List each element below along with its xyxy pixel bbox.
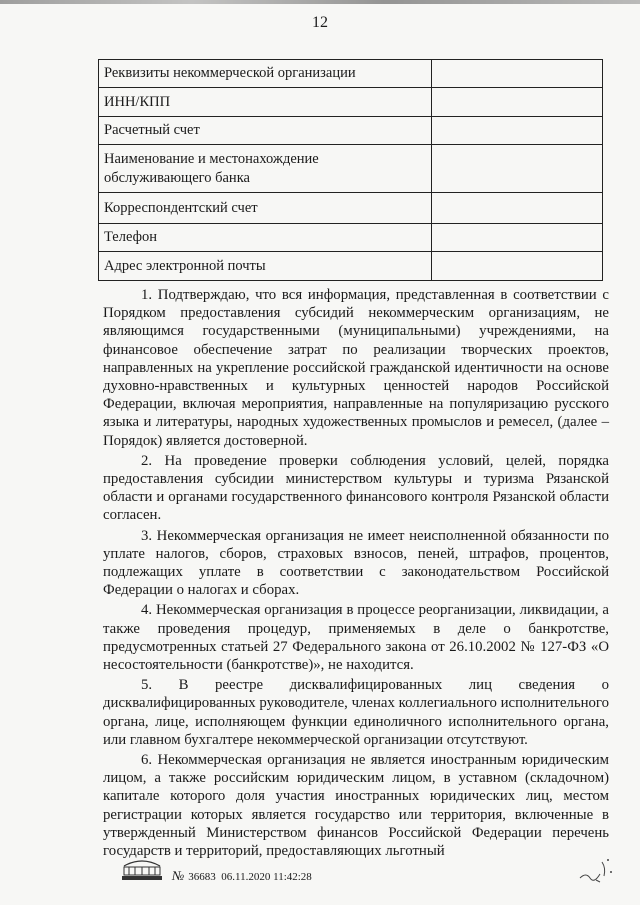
- requisites-table: [98, 59, 603, 281]
- row-value: [432, 88, 603, 117]
- document-datetime: 06.11.2020 11:42:28: [221, 871, 312, 883]
- table-row: [99, 224, 603, 252]
- row-value: [432, 193, 603, 224]
- page-number: 12: [312, 14, 328, 31]
- table-row: [99, 88, 603, 117]
- row-label: Наименование и местонахождение обслуживающего банка: [99, 145, 432, 193]
- document-body: [103, 286, 609, 862]
- row-label: Расчетный счет: [99, 117, 432, 145]
- number-sign: №: [172, 868, 185, 883]
- row-label: Телефон: [99, 224, 432, 252]
- paragraph: 3. Некоммерческая организация не имеет неисполненной обязанности по уплате налогов, сборов, страховых взносов, пеней, штрафов, процентов, подлежащих уплате в соответствии с законодательством Российской Федерации о налогах и сборах.: [103, 527, 609, 599]
- row-label: ИНН/КПП: [99, 88, 432, 117]
- row-value: [432, 252, 603, 281]
- table-row: [99, 117, 603, 145]
- document-id: 36683: [188, 871, 216, 883]
- paragraph: 2. На проведение проверки соблюдения условий, целей, порядка предоставления субсидии министерством культуры и туризма Рязанской области и органами государственного финансового контроля Рязанской области согласен.: [103, 452, 609, 524]
- table-row: [99, 193, 603, 224]
- row-label: Реквизиты некоммерческой организации: [99, 60, 432, 88]
- row-value: [432, 117, 603, 145]
- paragraph: 4. Некоммерческая организация в процессе реорганизации, ликвидации, а также проведения процедур, применяемых в деле о банкротстве, предусмотренных статьей 27 Федерального закона от 26.10.2002 № 127-ФЗ «О несостоятельности (банкротстве)», не находится.: [103, 602, 609, 674]
- row-label: Корреспондентский счет: [99, 193, 432, 224]
- page-footer: [0, 850, 640, 905]
- row-value: [432, 60, 603, 88]
- paragraph: 6. Некоммерческая организация не является иностранным юридическим лицом, а также российским юридическим лицом, в уставном (складочном) капитале которого доля участия иностранных юридических лиц, местом регистрации которых является государство или территория, включенные в утвержденный Министерством финансов Российской Федерации перечень государств и территорий, предоставляющих льготный: [103, 752, 609, 860]
- document-registration-mark: [172, 868, 312, 884]
- table-row: [99, 60, 603, 88]
- stamp-icon: [120, 856, 164, 882]
- signature-mark-icon: [578, 854, 614, 884]
- row-value: [432, 224, 603, 252]
- paragraph: 1. Подтверждаю, что вся информация, представленная в соответствии с Порядком предоставления субсидий некоммерческим организациям, не являющимся государственными (муниципальными) учреждениями, на финансовое обеспечение затрат по реализации творческих проектов, направленных на укрепление российской гражданской идентичности на основе духовно-нравственных и культурных ценностей народов Российской Федерации, включая мероприятия, направленные на популяризацию русского языка и литературы, народных художественных промыслов и ремесел, (далее – Порядок) является достоверной.: [103, 287, 609, 449]
- paragraph: 5. В реестре дисквалифицированных лиц сведения о дисквалифицированных руководителе, членах коллегиального исполнительного органа, лице, исполняющем функции единоличного исполнительного органа, или главном бухгалтере некоммерческой организации отсутствуют.: [103, 677, 609, 748]
- row-label: Адрес электронной почты: [99, 252, 432, 281]
- row-value: [432, 145, 603, 193]
- table-row: [99, 252, 603, 281]
- table-row: [99, 145, 603, 193]
- scan-edge: [0, 0, 640, 4]
